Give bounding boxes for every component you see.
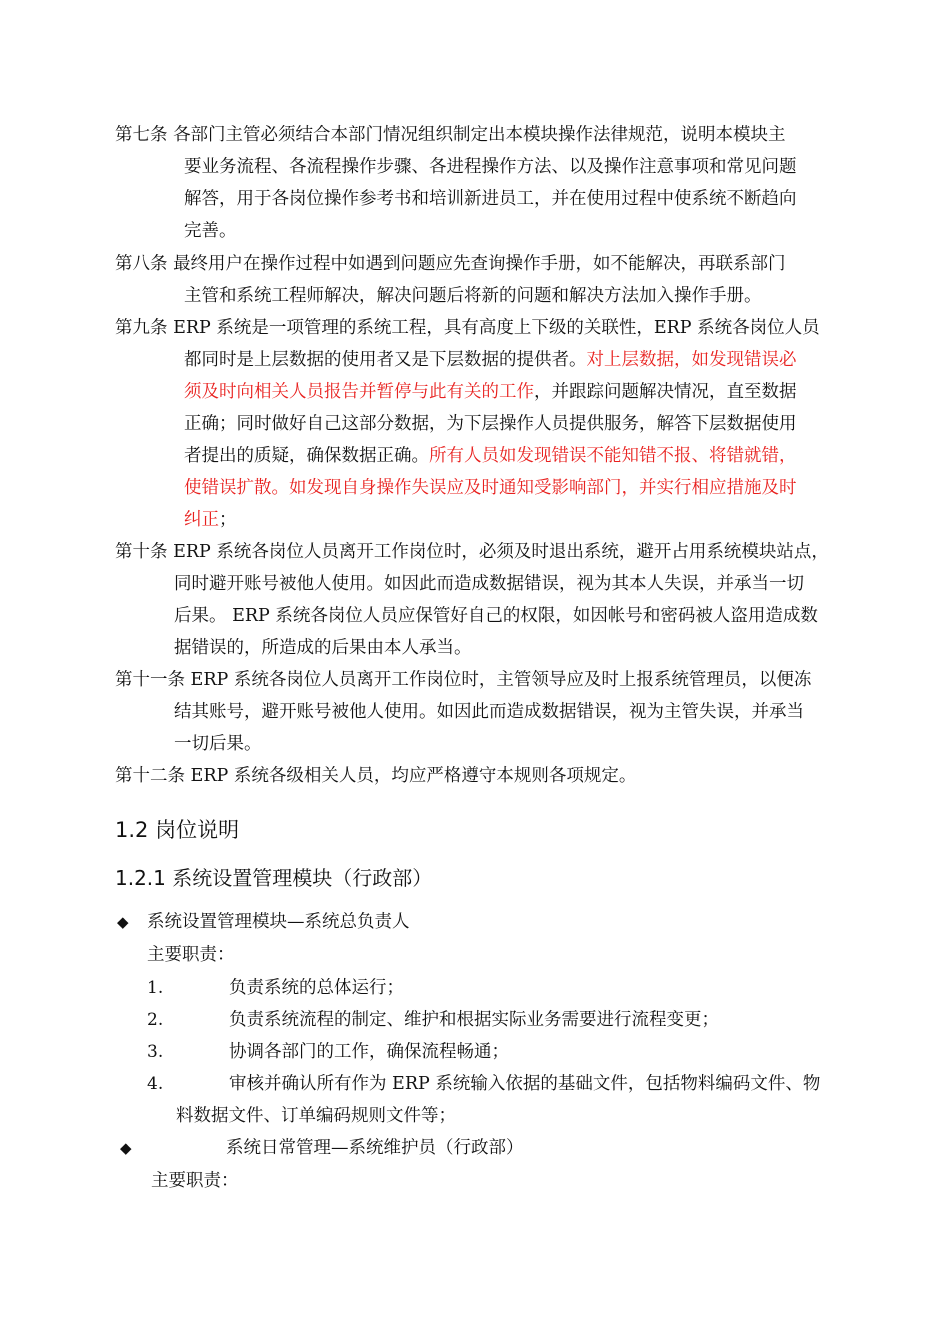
diamond-bullet-icon: ◆ [120, 1139, 132, 1157]
article-9-line-2 [184, 344, 797, 376]
article-8-line-2: 主管和系统工程师解决，解决问题后将新的问题和解决方法加入操作手册。 [184, 286, 762, 306]
article-7-line-3: 解答，用于各岗位操作参考书和培训新进员工，并在使用过程中使系统不断趋向 [184, 189, 797, 209]
article-9-text: 都同时是上层数据的使用者又是下层数据的提供者。 [184, 350, 587, 370]
article-9-line-1: 第九条 ERP 系统是一项管理的系统工程，具有高度上下级的关联性，ERP 系统各岗位人员 [115, 318, 820, 338]
list-item-number: 3. [147, 1042, 164, 1062]
article-10-line-1: 第十条 ERP 系统各岗位人员离开工作岗位时，必须及时退出系统，避开占用系统模块站点， [115, 542, 829, 562]
article-9-line-5 [184, 440, 797, 472]
article-7-line-1: 第七条 各部门主管必须结合本部门情况组织制定出本模块操作法律规范，说明本模块主 [115, 125, 786, 145]
article-11-line-1: 第十一条 ERP 系统各岗位人员离开工作岗位时，主管领导应及时上报系统管理员，以便冻 [115, 670, 812, 690]
diamond-bullet-icon: ◆ [117, 913, 129, 931]
list-item-number: 1. [147, 978, 164, 998]
list-item-text: 负责系统的总体运行； [229, 978, 404, 998]
article-10-line-3: 后果。 ERP 系统各岗位人员应保管好自己的权限，如因帐号和密码被人盗用造成数 [174, 606, 818, 626]
article-7-line-4: 完善。 [184, 221, 237, 241]
article-9-text: 者提出的质疑，确保数据正确。 [184, 446, 429, 466]
article-9-emphasis: 对上层数据，如发现错误必 [586, 350, 797, 370]
article-9-text: ； [219, 510, 237, 530]
article-10-line-4: 据错误的，所造成的后果由本人承当。 [174, 638, 472, 658]
role-title: 系统设置管理模块—系统总负责人 [147, 912, 410, 932]
article-9-line-4: 正确；同时做好自己这部分数据，为下层操作人员提供服务，解答下层数据使用 [184, 414, 797, 434]
subsection-heading: 1.2.1 系统设置管理模块（行政部） [115, 866, 433, 890]
article-12-line-1: 第十二条 ERP 系统各级相关人员，均应严格遵守本规则各项规定。 [115, 766, 637, 786]
article-9-line-6: 使错误扩散。如发现自身操作失误应及时通知受影响部门，并实行相应措施及时 [184, 478, 797, 498]
list-item-text-continuation: 料数据文件、订单编码规则文件等； [176, 1106, 456, 1126]
list-item-number: 4. [147, 1074, 164, 1094]
list-item-text: 负责系统流程的制定、维护和根据实际业务需要进行流程变更； [229, 1010, 719, 1030]
duty-label: 主要职责： [147, 945, 235, 965]
list-item-text: 协调各部门的工作，确保流程畅通； [229, 1042, 509, 1062]
duty-label: 主要职责： [151, 1171, 239, 1191]
list-item-number: 2. [147, 1010, 164, 1030]
article-9-emphasis: 所有人员如发现错误不能知错不报、将错就错， [429, 446, 797, 466]
list-item-text: 审核并确认所有作为 ERP 系统输入依据的基础文件，包括物料编码文件、物 [229, 1074, 821, 1094]
article-9-line-3 [184, 376, 797, 408]
article-9-text: ，并跟踪问题解决情况，直至数据 [534, 382, 797, 402]
article-8-line-1: 第八条 最终用户在操作过程中如遇到问题应先查询操作手册，如不能解决，再联系部门 [115, 254, 786, 274]
article-11-line-3: 一切后果。 [174, 734, 262, 754]
article-11-line-2: 结其账号，避开账号被他人使用。如因此而造成数据错误，视为主管失误，并承当 [174, 702, 804, 722]
article-9-emphasis: 须及时向相关人员报告并暂停与此有关的工作 [184, 382, 534, 402]
article-9-emphasis: 纠正 [184, 510, 219, 530]
article-9-line-7 [184, 504, 237, 536]
section-heading: 1.2 岗位说明 [115, 818, 240, 842]
article-10-line-2: 同时避开账号被他人使用。如因此而造成数据错误，视为其本人失误，并承当一切 [174, 574, 804, 594]
role-title: 系统日常管理—系统维护员（行政部） [226, 1138, 524, 1158]
article-7-line-2: 要业务流程、各流程操作步骤、各进程操作方法、以及操作注意事项和常见问题 [184, 157, 797, 177]
